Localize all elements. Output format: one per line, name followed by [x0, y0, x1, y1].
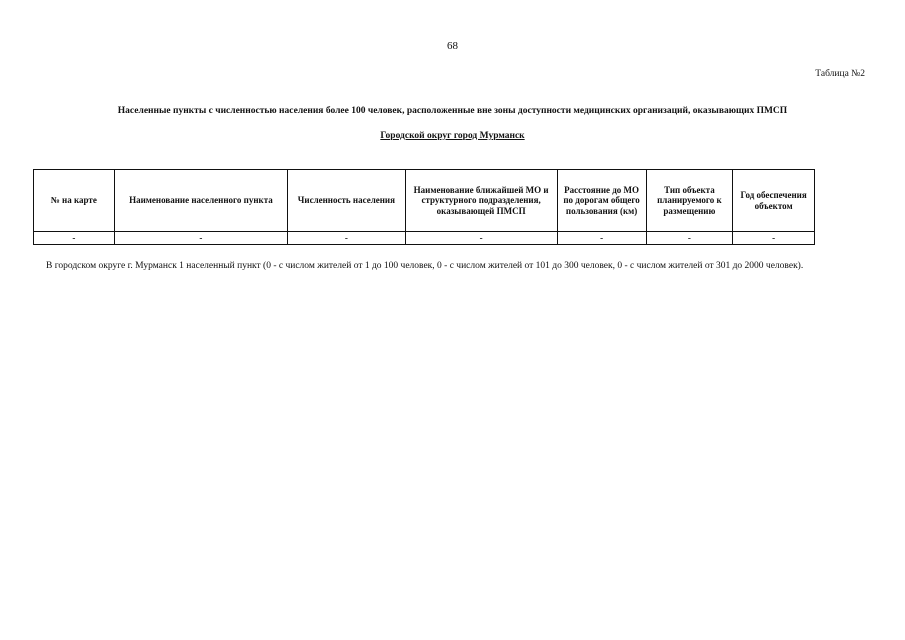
header-distance: Расстояние до МО по дорогам общего пользования (км) [557, 170, 646, 232]
table-header-row [34, 170, 815, 232]
cell-nearest-mo: - [405, 232, 557, 245]
cell-object-type: - [646, 232, 733, 245]
settlements-table [33, 169, 815, 245]
header-settlement-name: Наименование населенного пункта [114, 170, 288, 232]
cell-distance: - [557, 232, 646, 245]
cell-year: - [733, 232, 815, 245]
cell-population: - [288, 232, 405, 245]
cell-settlement-name: - [114, 232, 288, 245]
table-label: Таблица №2 [815, 69, 865, 79]
footnote-text: В городском округе г. Мурманск 1 населенный пункт (0 - с числом жителей от 1 до 100 человек, 0 - с числом жителей от 101 до 300 человек, 0 - с числом жителей от 301 до 2000 человек). [46, 261, 804, 271]
header-nearest-mo: Наименование ближайшей МО и структурного подразделения, оказывающей ПМСП [405, 170, 557, 232]
header-population: Численность населения [288, 170, 405, 232]
table-row [34, 232, 815, 245]
header-map-number: № на карте [34, 170, 115, 232]
header-object-type: Тип объекта планируемого к размещению [646, 170, 733, 232]
document-subtitle: Городской округ город Мурманск [380, 131, 525, 141]
document-title: Населенные пункты с численностью населения более 100 человек, расположенные вне зоны доступности медицинских организаций, оказывающих ПМСП [117, 106, 788, 116]
page-number: 68 [447, 40, 458, 52]
cell-map-number: - [34, 232, 115, 245]
header-year: Год обеспечения объектом [733, 170, 815, 232]
